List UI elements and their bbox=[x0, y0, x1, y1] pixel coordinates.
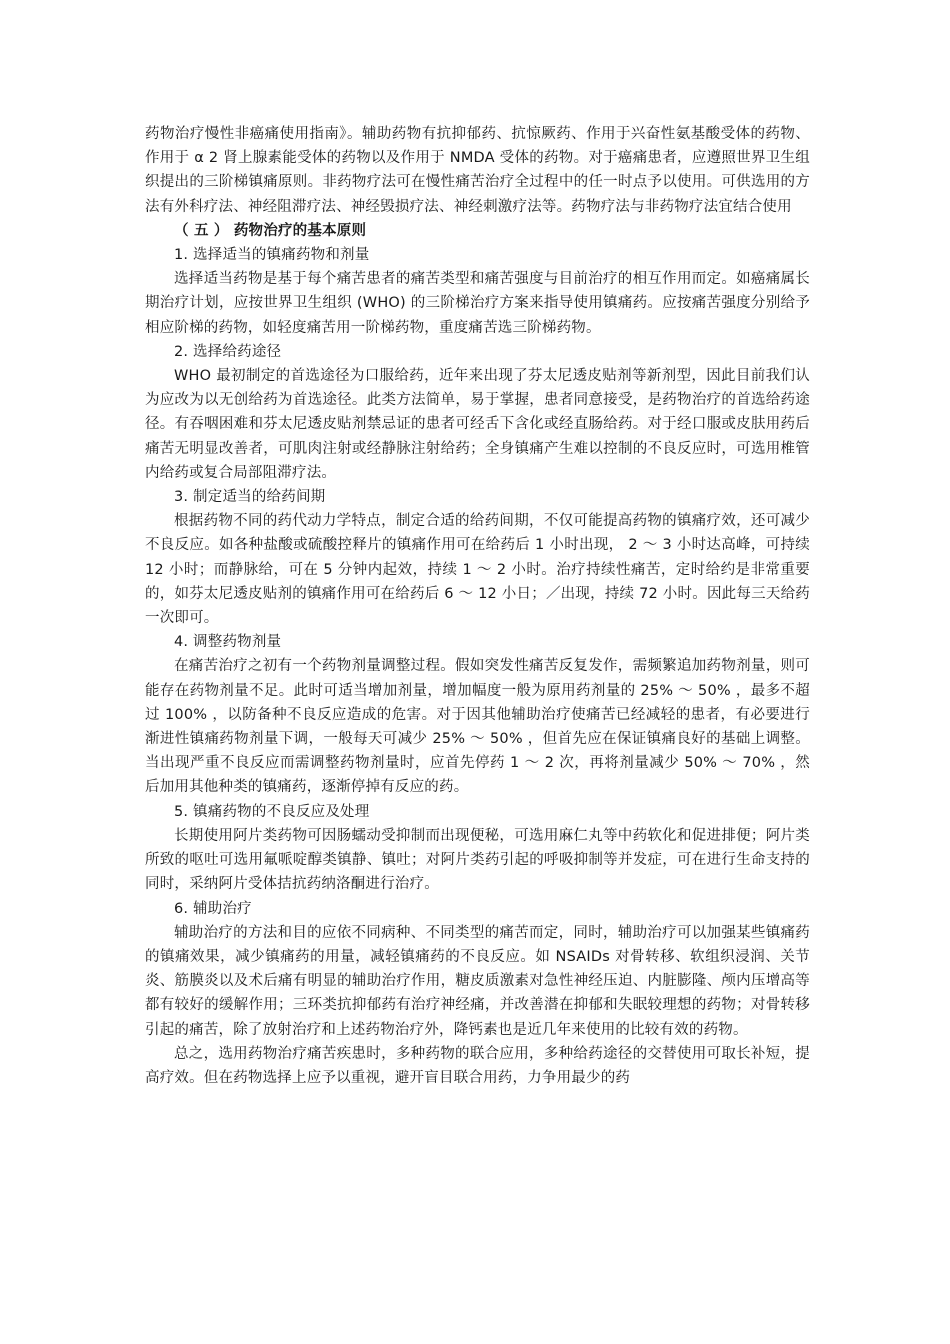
subheading-2: 2. 选择给药途径 bbox=[174, 343, 282, 360]
subheading-6: 6. 辅助治疗 bbox=[174, 900, 252, 917]
paragraph-4: 在痛苦治疗之初有一个药物剂量调整过程。假如突发性痛苦反复发作，需频繁追加药物剂量，则可能存在药物剂量不足。此时可适当增加剂量，增加幅度一般为原用药剂量的 25% ～ 50% ，最多不超过 100% ，以防备种不良反应造成的危害。对于因其他辅助治疗使痛苦已经减轻的患者，有必要进行渐进性镇痛药物剂量下调，一般每天可减少 25% ～ 50% ，但首先应在保证镇痛良好的基础上调整。当出现严重不良反应而需调整药物剂量时，应首先停药 1 ～ 2 次，再将剂量减少 50% ～ 70% ，然后加用其他种类的镇痛药，逐渐停掉有反应的药。 bbox=[145, 658, 810, 796]
paragraph-2: WHO 最初制定的首选途径为口服给药，近年来出现了芬太尼透皮贴剂等新剂型，因此目前我们认为应改为以无创给药为首选途径。此类方法简单，易于掌握，患者同意接受，是药物治疗的首选给药途径。有吞咽困难和芬太尼透皮贴剂禁忌证的患者可经舌下含化或经直肠给药。对于经口服或皮肤用药后痛苦无明显改善者，可肌肉注射或经静脉注射给药；全身镇痛产生难以控制的不良反应时，可选用椎管内给药或复合局部阻滞疗法。 bbox=[145, 368, 810, 481]
paragraph-3: 根据药物不同的药代动力学特点，制定合适的给药间期，不仅可能提高药物的镇痛疗效，还可减少不良反应。如各种盐酸或硫酸控释片的镇痛作用可在给药后 1 小时出现， 2 ～ 3 小时达高峰，可持续 12 小时；而静脉给，可在 5 分钟内起效，持续 1 ～ 2 小时。治疗持续性痛苦，定时给约是非常重要的，如芬太尼透皮贴剂的镇痛作用可在给药后 6 ～ 12 小日；／出现，持续 72 小时。因此每三天给药一次即可。 bbox=[145, 513, 810, 627]
section-heading: （ 五 ） 药物治疗的基本原则 bbox=[174, 222, 367, 239]
subheading-5: 5. 镇痛药物的不良反应及处理 bbox=[174, 803, 370, 820]
paragraph-5: 长期使用阿片类药物可因肠蠕动受抑制而出现便秘，可选用麻仁丸等中药软化和促进排便；阿片类所致的呕吐可选用氟哌啶醇类镇静、镇吐；对阿片类药引起的呼吸抑制等并发症，可在进行生命支持的同时，采纳阿片受体拮抗药纳洛酮进行治疗。 bbox=[145, 827, 810, 893]
paragraph-6: 辅助治疗的方法和目的应依不同病种、不同类型的痛苦而定，同时，辅助治疗可以加强某些镇痛药的镇痛效果，减少镇痛药的用量，减轻镇痛药的不良反应。如 NSAIDs 对骨转移、软组织浸润、关节炎、筋膜炎以及术后痛有明显的辅助治疗作用，糖皮质激素对急性神经压迫、内脏膨隆、颅内压增高等都有较好的缓解作用；三环类抗抑郁药有治疗神经痛，并改善潜在抑郁和失眠较理想的药物；对骨转移引起的痛苦，除了放射治疗和上述药物治疗外，降钙素也是近几年来使用的比较有效的药物。 bbox=[145, 924, 810, 1038]
document-body bbox=[145, 122, 810, 1090]
paragraph-1: 选择适当药物是基于每个痛苦患者的痛苦类型和痛苦强度与目前治疗的相互作用而定。如癌痛属长期治疗计划，应按世界卫生组织 (WHO) 的三阶梯治疗方案来指导使用镇痛药。应按痛苦强度分别给予相应阶梯的药物，如轻度痛苦用一阶梯药物，重度痛苦选三阶梯药物。 bbox=[145, 271, 810, 336]
subheading-1: 1. 选择适当的镇痛药物和剂量 bbox=[174, 247, 370, 264]
paragraph-summary: 总之，选用药物治疗痛苦疾患时，多种药物的联合应用，多种给药途径的交替使用可取长补短，提高疗效。但在药物选择上应予以重视，避开盲目联合用药，力争用最少的药 bbox=[145, 1045, 810, 1086]
paragraph-intro: 药物治疗慢性非癌痛使用指南》。辅助药物有抗抑郁药、抗惊厥药、作用于兴奋性氨基酸受体的药物、作用于 α 2 肾上腺素能受体的药物以及作用于 NMDA 受体的药物。对于癌痛患者，应遵照世界卫生组织提出的三阶梯镇痛原则。非药物疗法可在慢性痛苦治疗全过程中的任一时点予以使用。可供选用的方法有外科疗法、神经阻滞疗法、神经毁损疗法、神经刺激疗法等。药物疗法与非药物疗法宜结合使用 bbox=[145, 126, 810, 215]
subheading-3: 3. 制定适当的给药间期 bbox=[174, 489, 326, 506]
subheading-4: 4. 调整药物剂量 bbox=[174, 634, 282, 651]
